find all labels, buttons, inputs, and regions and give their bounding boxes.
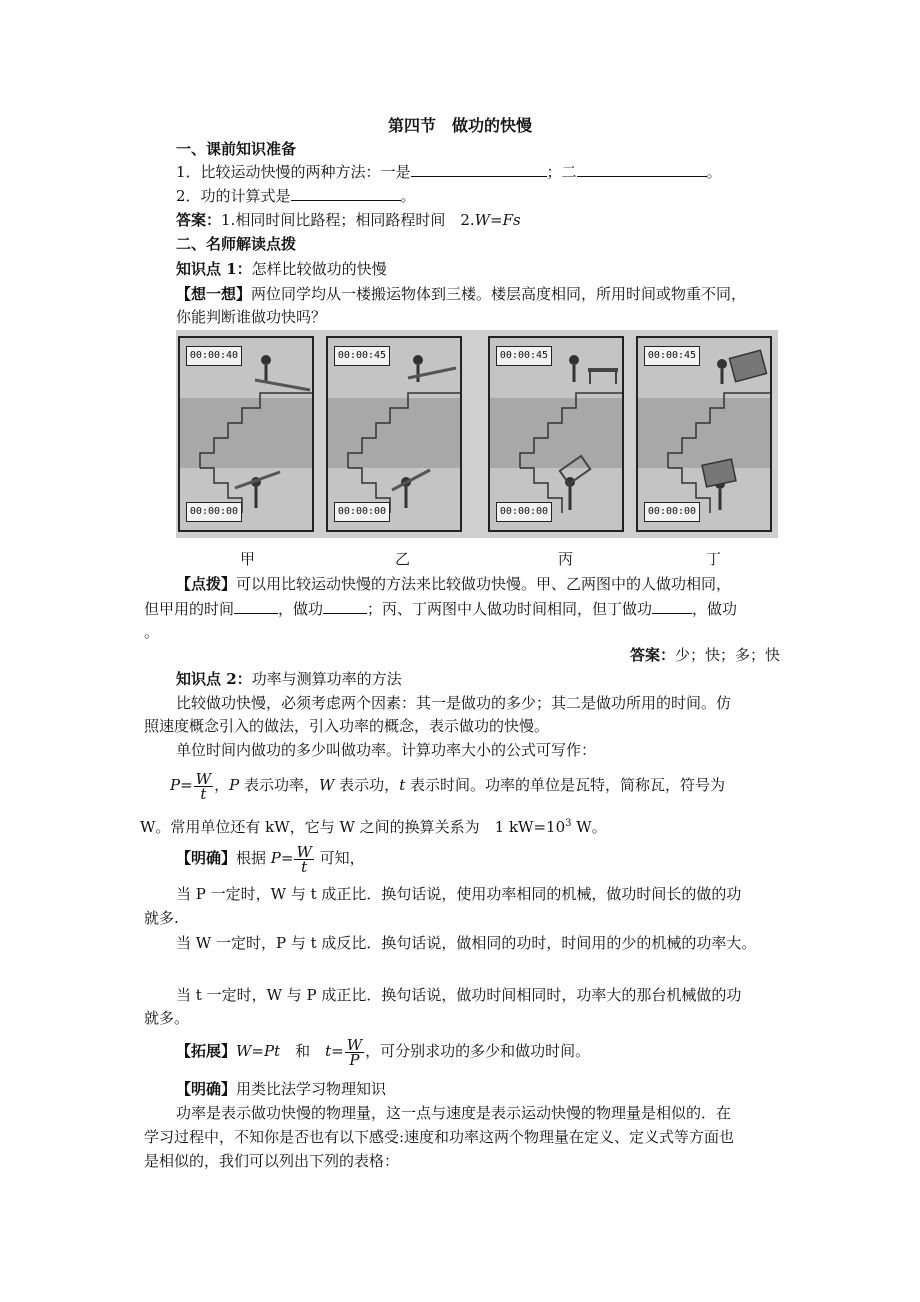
timer-bottom: 00:00:00 xyxy=(186,502,242,522)
tip-text: ，做功 xyxy=(278,600,324,618)
think-line-2: 你能判断谁做功快吗？ xyxy=(176,308,327,326)
text: 和 xyxy=(280,1042,326,1060)
fraction-denominator: t xyxy=(200,784,207,803)
kp1-label: 知识点 1： xyxy=(176,260,252,278)
answer-label: 答案： xyxy=(176,211,222,229)
paragraph-line: 就多. xyxy=(144,909,179,927)
timer-top: 00:00:45 xyxy=(644,346,700,366)
question-2-text: 2．功的计算式是 xyxy=(176,187,291,205)
answer-blank xyxy=(291,186,401,201)
formula-W: W=Pt xyxy=(236,1042,281,1060)
fraction-W-over-P xyxy=(345,1035,364,1069)
knowledge-point-2 xyxy=(176,669,402,689)
think-label: 【想一想】 xyxy=(176,285,252,303)
superscript: 3 xyxy=(565,818,572,829)
page-title: 第四节 做功的快慢 xyxy=(387,116,532,135)
answer-blank xyxy=(323,599,367,614)
answer-text: 少；快；多；快 xyxy=(674,646,780,664)
text: 表示时间。功率的单位是瓦特，简称瓦，符号为 xyxy=(405,776,725,794)
question-2-end: 。 xyxy=(400,187,416,205)
text: 表示功， xyxy=(334,776,400,794)
answer-line-1 xyxy=(176,210,521,230)
text: W。常用单位还有 kW，它与 W 之间的换算关系为 1 kW=10 xyxy=(140,818,566,836)
clarify-label: 【明确】 xyxy=(176,1080,237,1098)
tip-label: 【点拨】 xyxy=(176,575,237,593)
panel-bing xyxy=(488,336,624,532)
answer-text: 1.相同时间比路程；相同路程时间 2. xyxy=(221,211,475,229)
symbol: W xyxy=(318,776,335,794)
tip-text: ，做功 xyxy=(692,600,738,618)
extend-line xyxy=(176,1036,590,1067)
paragraph-line: 照速度概念引入的做法，引入功率的概念，表示做功的快慢。 xyxy=(144,717,550,735)
paragraph-line: 当 P 一定时，W 与 t 成正比．换句话说，使用功率相同的机械，做功时间长的做的功 xyxy=(176,885,742,903)
paragraph-line: 就多。 xyxy=(144,1009,190,1027)
formula-P: P= xyxy=(170,776,193,794)
answer-label: 答案： xyxy=(629,646,675,664)
tip-line-3: 。 xyxy=(144,623,160,641)
paragraph-line: 当 W 一定时，P 与 t 成反比．换句话说，做相同的功时，时间用的少的机械的功率大。 xyxy=(176,934,757,952)
tip-answer xyxy=(630,645,780,665)
formula-t: t= xyxy=(325,1042,344,1060)
paragraph-line: 是相似的，我们可以列出下列的表格： xyxy=(144,1152,400,1170)
timer-bottom: 00:00:00 xyxy=(496,502,552,522)
answer-blank xyxy=(234,599,278,614)
timer-top: 00:00:45 xyxy=(496,346,552,366)
timer-top: 00:00:40 xyxy=(186,346,242,366)
paragraph-line: 单位时间内做功的多少叫做功率。计算功率大小的公式可写作： xyxy=(176,741,597,759)
question-1-text: 1．比较运动快慢的两种方法：一是 xyxy=(176,163,411,181)
question-1-mid: ；二 xyxy=(546,163,577,181)
answer-blank xyxy=(652,599,692,614)
section-heading-1: 一、课前知识准备 xyxy=(176,140,297,158)
answer-blank xyxy=(577,162,707,177)
power-formula-line xyxy=(170,770,725,801)
unit-line xyxy=(140,814,607,837)
text: W。 xyxy=(571,818,607,836)
paragraph-line: 学习过程中，不知你是否也有以下感受:速度和功率这两个物理量在定义、定义式等方面也 xyxy=(144,1128,735,1146)
think-line-1 xyxy=(176,284,746,304)
clarify-line xyxy=(176,843,365,874)
paragraph-line: 当 t 一定时，W 与 P 成正比．换句话说，做功时间相同时，功率大的那台机械做的功 xyxy=(176,986,742,1004)
text: 用类比法学习物理知识 xyxy=(236,1080,387,1098)
fraction-W-over-t xyxy=(194,769,213,803)
caption-jia: 甲 xyxy=(240,550,256,568)
text: 根据 xyxy=(236,849,271,867)
paragraph-line: 比较做功快慢，必须考虑两个因素：其一是做功的多少；其二是做功所用的时间。仿 xyxy=(176,694,732,712)
caption-ding: 丁 xyxy=(706,550,722,568)
symbol: P xyxy=(229,776,240,794)
fraction-denominator: P xyxy=(349,1050,360,1069)
answer-formula: W=Fs xyxy=(474,211,521,229)
formula-P: P= xyxy=(270,849,294,867)
tip-line-1 xyxy=(176,574,731,594)
extend-label: 【拓展】 xyxy=(176,1042,237,1060)
fraction-numerator: W xyxy=(296,842,312,861)
question-1 xyxy=(176,162,722,182)
symbol: t xyxy=(399,776,406,794)
caption-yi: 乙 xyxy=(395,550,411,568)
text: 可知， xyxy=(314,849,365,867)
panel-yi xyxy=(326,336,462,532)
timer-bottom: 00:00:00 xyxy=(334,502,390,522)
fraction-W-over-t xyxy=(294,842,313,876)
text: ，可分别求功的多少和做功时间。 xyxy=(365,1042,591,1060)
timer-top: 00:00:45 xyxy=(334,346,390,366)
panel-ding xyxy=(636,336,772,532)
kp2-text: 功率与测算功率的方法 xyxy=(251,670,402,688)
kp2-label: 知识点 2： xyxy=(176,670,252,688)
fraction-numerator: W xyxy=(195,769,212,788)
tip-text: 可以用比较运动快慢的方法来比较做功快慢。甲、乙两图中的人做功相同， xyxy=(236,575,732,593)
clarify-line-2 xyxy=(176,1079,386,1099)
think-text: 两位同学均从一楼搬运物体到三楼。楼层高度相同，所用时间或物重不同， xyxy=(251,285,747,303)
answer-blank xyxy=(411,162,547,177)
knowledge-point-1 xyxy=(176,259,387,279)
tip-line-2 xyxy=(144,599,737,619)
timer-bottom: 00:00:00 xyxy=(644,502,700,522)
text: 表示功率， xyxy=(239,776,319,794)
question-1-end: 。 xyxy=(706,163,722,181)
clarify-label: 【明确】 xyxy=(176,849,237,867)
tip-text: 但甲用的时间 xyxy=(144,600,235,618)
caption-bing: 丙 xyxy=(558,550,574,568)
stairs-figure xyxy=(176,330,778,538)
fraction-denominator: t xyxy=(301,857,308,876)
fraction-numerator: W xyxy=(346,1035,363,1054)
section-heading-2: 二、名师解读点拨 xyxy=(176,235,297,253)
question-2 xyxy=(176,186,416,206)
paragraph-line: 功率是表示做功快慢的物理量，这一点与速度是表示运动快慢的物理量是相似的．在 xyxy=(176,1104,732,1122)
tip-text: ；丙、丁两图中人做功时间相同，但丁做功 xyxy=(367,600,653,618)
text: ， xyxy=(214,776,230,794)
kp1-text: 怎样比较做功的快慢 xyxy=(251,260,387,278)
panel-jia xyxy=(178,336,314,532)
